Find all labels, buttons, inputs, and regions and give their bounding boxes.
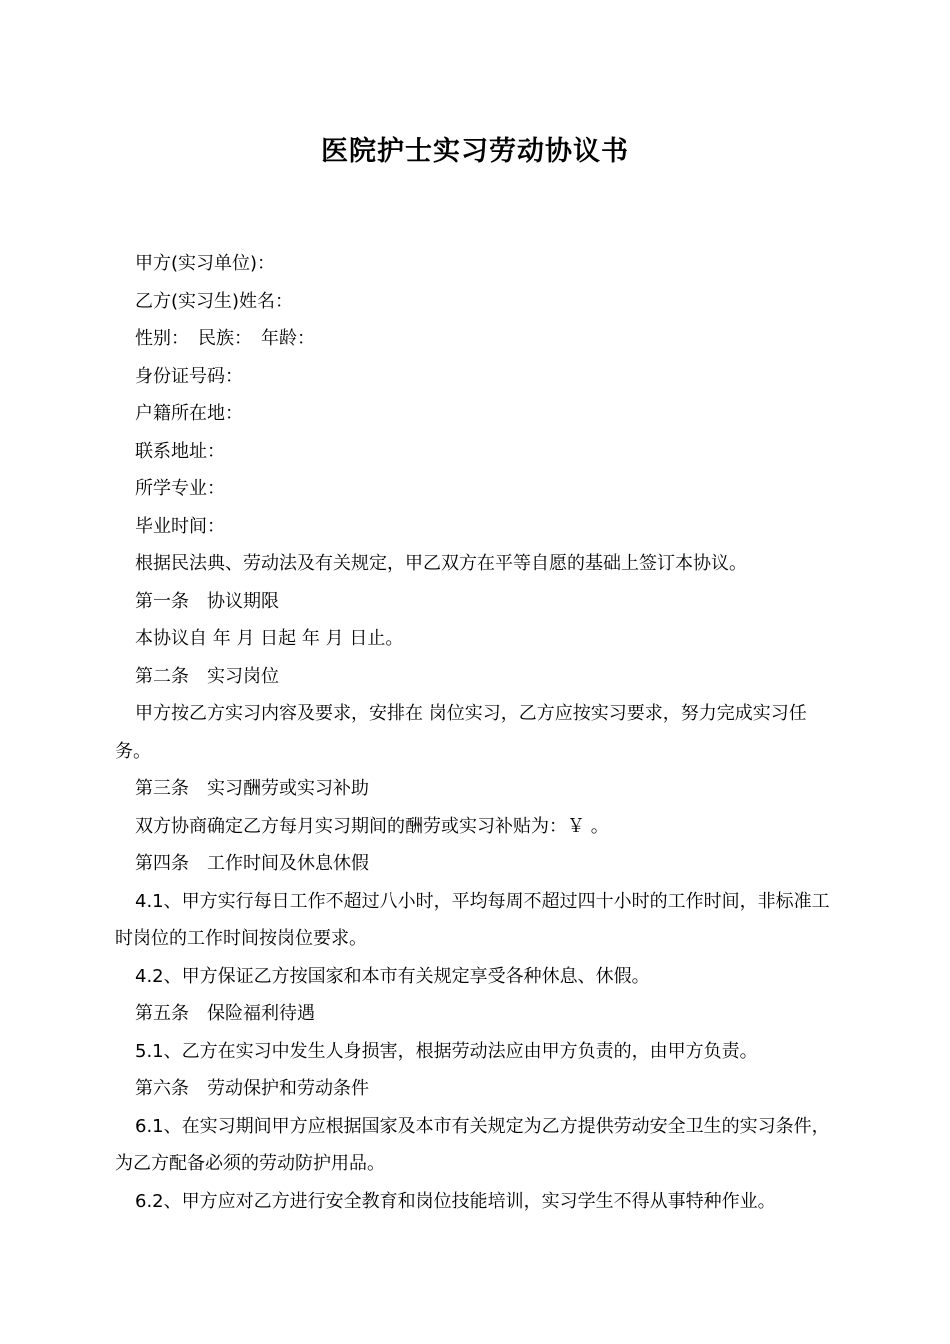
document-title: 医院护士实习劳动协议书 [321,136,629,167]
article-4-clause-2: 4.2、甲方保证乙方按国家和本市有关规定享受各种休息、休假。 [135,965,650,987]
article-1-text: 本协议自 年 月 日起 年 月 日止。 [135,628,404,649]
article-5-heading: 第五条 保险福利待遇 [135,1003,315,1024]
article-6-clause-1: 6.1、在实习期间甲方应根据国家及本市有关规定为乙方提供劳动安全卫生的实习条件，为乙方配备必须的劳动防护用品。 [115,1115,830,1174]
paragraph-contact-address: 联系地址： [135,440,225,462]
paragraph-gender-ethnicity-age: 性别： 民族： 年龄： [135,328,315,349]
article-2-heading: 第二条 实习岗位 [135,665,279,687]
paragraph-party-b-name: 乙方(实习生)姓名： [135,290,294,312]
article-3-text: 双方协商确定乙方每月实习期间的酬劳或实习补贴为：￥ 。 [135,815,609,837]
article-5-clause-1: 5.1、乙方在实习中发生人身损害，根据劳动法应由甲方负责的，由甲方负责。 [135,1040,758,1062]
paragraph-major: 所学专业： [135,478,225,499]
paragraph-id-number: 身份证号码： [135,365,243,387]
article-4-clause-1: 4.1、甲方实行每日工作不超过八小时，平均每周不超过四十小时的工作时间，非标准工时岗位的工作时间按岗位要求。 [115,890,830,949]
paragraph-preamble: 根据民法典、劳动法及有关规定，甲乙双方在平等自愿的基础上签订本协议。 [135,553,747,574]
article-6-clause-2: 6.2、甲方应对乙方进行安全教育和岗位技能培训，实习学生不得从事特种作业。 [135,1190,776,1212]
article-2-text: 甲方按乙方实习内容及要求，安排在 岗位实习，乙方应按实习要求，努力完成实习任务。 [115,703,807,762]
paragraph-household-registration: 户籍所在地： [135,403,243,424]
article-1-heading: 第一条 协议期限 [135,590,279,612]
document-body [115,245,840,1220]
article-6-heading: 第六条 劳动保护和劳动条件 [135,1078,369,1099]
article-4-heading: 第四条 工作时间及休息休假 [135,853,369,874]
paragraph-party-a: 甲方(实习单位)： [135,253,276,274]
paragraph-graduation-time: 毕业时间： [135,515,225,537]
article-3-heading: 第三条 实习酬劳或实习补助 [135,778,369,799]
